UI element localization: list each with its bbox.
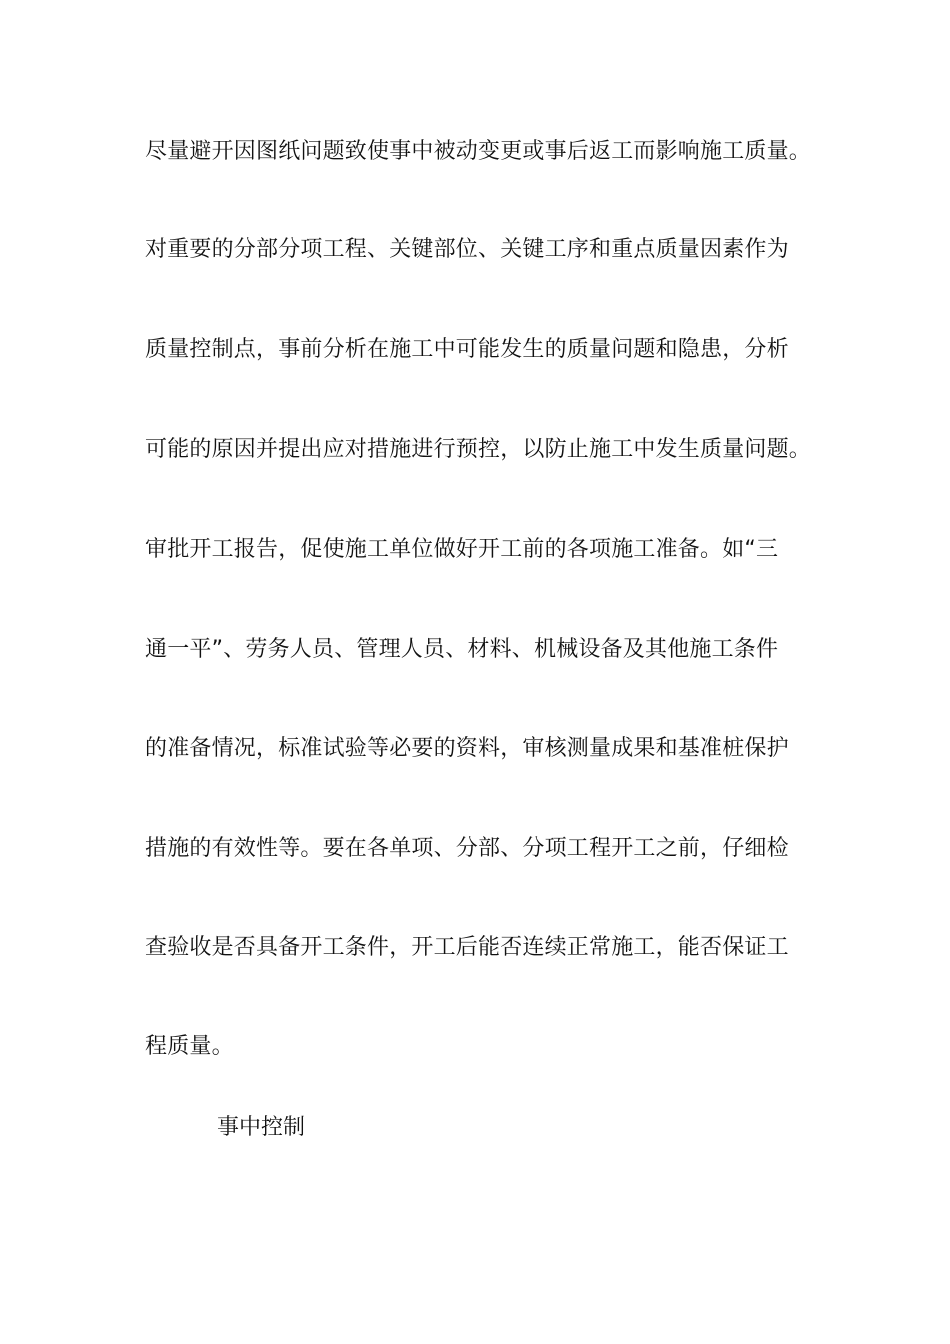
text-line-4: 可能的原因并提出应对措施进行预控，以防止施工中发生质量问题。 [145,437,812,462]
text-line-9: 查验收是否具备开工条件，开工后能否连续正常施工，能否保证工 [145,935,789,960]
text-line-6: 通一平”、劳务人员、管理人员、材料、机械设备及其他施工条件 [145,637,779,662]
text-line-2: 对重要的分部分项工程、关键部位、关键工序和重点质量因素作为 [145,237,789,262]
section-heading: 事中控制 [217,1115,306,1140]
text-line-8: 措施的有效性等。要在各单项、分部、分项工程开工之前，仔细检 [145,836,789,861]
text-line-3: 质量控制点，事前分析在施工中可能发生的质量问题和隐患，分析 [145,337,789,362]
text-line-7: 的准备情况，标准试验等必要的资料，审核测量成果和基准桩保护 [145,736,789,761]
text-line-5: 审批开工报告，促使施工单位做好开工前的各项施工准备。如“三 [145,537,779,562]
text-line-10: 程质量。 [145,1034,234,1059]
text-line-1: 尽量避开因图纸问题致使事中被动变更或事后返工而影响施工质量。 [145,139,812,164]
